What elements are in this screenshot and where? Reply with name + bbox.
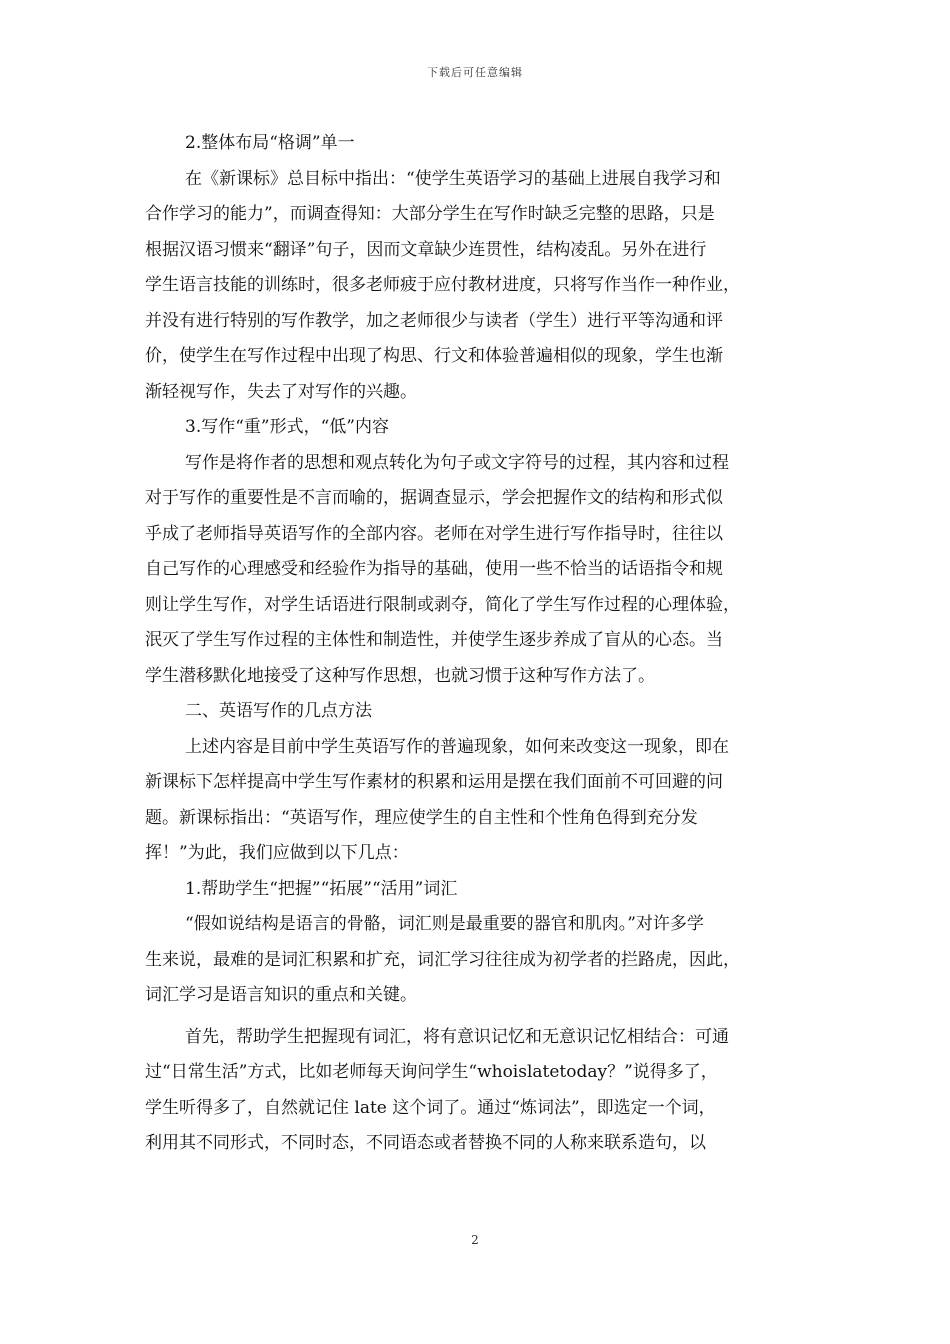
section-heading: 3.写作“重”形式，“低”内容 <box>185 417 389 437</box>
paragraph-line: 自己写作的心理感受和经验作为指导的基础，使用一些不恰当的话语指令和规 <box>145 559 723 579</box>
paragraph-line: 根据汉语习惯来“翻译”句子，因而文章缺少连贯性，结构凌乱。另外在进行 <box>145 239 707 260</box>
paragraph-line: 价，使学生在写作过程中出现了构思、行文和体验普遍相似的现象，学生也渐 <box>145 346 723 366</box>
paragraph-line: 新课标下怎样提高中学生写作素材的积累和运用是摆在我们面前不可回避的问 <box>145 772 723 792</box>
paragraph-line: 学生潜移默化地接受了这种写作思想，也就习惯于这种写作方法了。 <box>145 665 655 686</box>
paragraph-line: 乎成了老师指导英语写作的全部内容。老师在对学生进行写作指导时，往往以 <box>145 523 723 544</box>
page-header: 下载后可任意编辑 <box>427 66 523 79</box>
section-heading: 二、英语写作的几点方法 <box>185 701 372 721</box>
paragraph-line: 挥！”为此，我们应做到以下几点： <box>145 843 409 863</box>
paragraph-line: 学生听得多了，自然就记住 late 这个词了。通过“炼词法”，即选定一个词， <box>145 1097 716 1118</box>
page-number: 2 <box>471 1233 479 1247</box>
paragraph-line: “假如说结构是语言的骨骼，词汇则是最重要的器官和肌肉。”对许多学 <box>185 914 704 934</box>
paragraph-line: 学生语言技能的训练时，很多老师疲于应付教材进度，只将写作当作一种作业， <box>145 275 740 295</box>
paragraph-line: 对于写作的重要性是不言而喻的，据调查显示，学会把握作文的结构和形式似 <box>145 488 723 508</box>
paragraph-line: 在《新课标》总目标中指出：“使学生英语学习的基础上进展自我学习和 <box>185 168 721 189</box>
paragraph-line: 利用其不同形式，不同时态，不同语态或者替换不同的人称来联系造句，以 <box>145 1133 706 1153</box>
document-body <box>145 126 810 1162</box>
paragraph-line: 并没有进行特别的写作教学，加之老师很少与读者（学生）进行平等沟通和评 <box>145 310 723 331</box>
paragraph-line: 合作学习的能力”，而调查得知：大部分学生在写作时缺乏完整的思路，只是 <box>145 204 715 224</box>
section-heading: 2.整体布局“格调”单一 <box>185 133 355 153</box>
paragraph-line: 词汇学习是语言知识的重点和关键。 <box>145 985 417 1005</box>
paragraph-line: 则让学生写作，对学生话语进行限制或剥夺，简化了学生写作过程的心理体验， <box>145 594 740 615</box>
paragraph-line: 渐轻视写作，失去了对写作的兴趣。 <box>145 381 417 402</box>
paragraph-line: 上述内容是目前中学生英语写作的普遍现象，如何来改变这一现象，即在 <box>185 736 729 757</box>
paragraph-line: 写作是将作者的思想和观点转化为句子或文字符号的过程，其内容和过程 <box>185 452 729 473</box>
paragraph-line: 生来说，最难的是词汇积累和扩充，词汇学习往往成为初学者的拦路虎，因此， <box>145 949 740 970</box>
paragraph-line: 泯灭了学生写作过程的主体性和制造性，并使学生逐步养成了盲从的心态。当 <box>145 630 723 650</box>
paragraph-line: 首先，帮助学生把握现有词汇，将有意识记忆和无意识记忆相结合：可通 <box>185 1026 729 1047</box>
paragraph-line: 过“日常生活”方式，比如老师每天询问学生“whoislatetoday？”说得多了， <box>145 1062 718 1082</box>
paragraph-line: 题。新课标指出：“英语写作，理应使学生的自主性和个性角色得到充分发 <box>145 807 698 828</box>
section-heading: 1.帮助学生“把握”“拓展”“活用”词汇 <box>185 878 458 899</box>
